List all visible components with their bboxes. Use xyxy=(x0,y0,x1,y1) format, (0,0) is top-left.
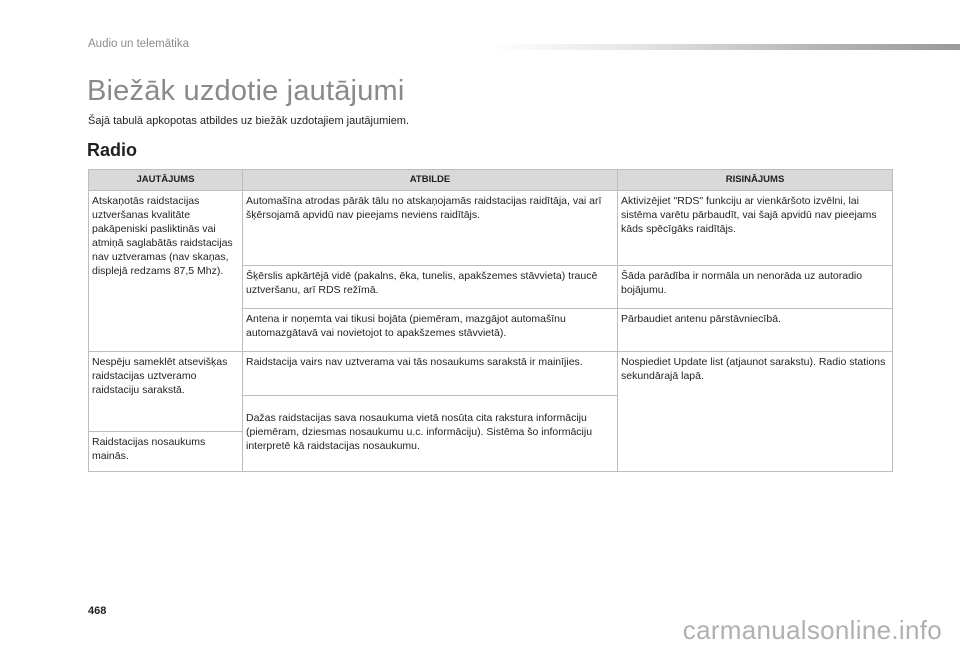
question-cell: Atskaņotās raidstacijas uztveršanas kvalitāte pakāpeniski pasliktinās vai atmiņā saglabātās raidstacijas nav uztveramas (nav skaņas, displejā redzams 87,5 Mhz). xyxy=(89,191,243,352)
answer-cell: Dažas raidstacijas sava nosaukuma vietā nosūta cita rakstura informāciju (piemēram, dziesmas nosaukumu u.c. informāciju). Sistēma šo informāciju interpretē kā raidstacijas nosaukumu. xyxy=(243,396,618,472)
header-section-title: Audio un telemātika xyxy=(88,38,190,50)
answer-cell: Šķērslis apkārtējā vidē (pakalns, ēka, tunelis, apakšzemes stāvvieta) traucē uztveršanu, arī RDS režīmā. xyxy=(243,266,618,309)
column-header-answer: ATBILDE xyxy=(243,170,618,191)
answer-cell: Raidstacija vairs nav uztverama vai tās nosaukums sarakstā ir mainījies. xyxy=(243,352,618,396)
column-header-question: JAUTĀJUMS xyxy=(89,170,243,191)
answer-cell: Automašīna atrodas pārāk tālu no atskaņojamās raidstacijas raidītāja, vai arī šķērsojamā apvidū nav pieejams neviens raidītājs. xyxy=(243,191,618,266)
watermark-text: carmanualsonline.info xyxy=(682,615,942,645)
solution-cell: Šāda parādība ir normāla un nenorāda uz autoradio bojājumu. xyxy=(618,266,893,309)
column-header-solution: RISINĀJUMS xyxy=(618,170,893,191)
solution-cell: Pārbaudiet antenu pārstāvniecībā. xyxy=(618,309,893,352)
section-title-radio: Radio xyxy=(87,140,138,160)
answer-cell: Antena ir noņemta vai tikusi bojāta (piemēram, mazgājot automašīnu automazgātavā vai novietojot to apakšzemes stāvvietā). xyxy=(243,309,618,352)
solution-cell: Nospiediet Update list (atjaunot sarakstu). Radio stations sekundārajā lapā. xyxy=(618,352,893,472)
table-row xyxy=(89,191,893,266)
table-row xyxy=(89,352,893,396)
table-header-row xyxy=(89,170,893,191)
solution-cell: Aktivizējiet "RDS" funkciju ar vienkāršoto izvēlni, lai sistēma varētu pārbaudīt, vai šajā apvidū nav pieejams kāds spēcīgāks raidītājs. xyxy=(618,191,893,266)
question-cell: Raidstacijas nosaukums mainās. xyxy=(89,432,243,472)
faq-table xyxy=(88,169,893,472)
page-title: Biežāk uzdotie jautājumi xyxy=(87,75,405,107)
intro-text: Šajā tabulā apkopotas atbildes uz biežāk uzdotajiem jautājumiem. xyxy=(88,115,410,127)
header-gradient-bar xyxy=(490,44,960,50)
page-number: 468 xyxy=(88,605,107,617)
question-cell: Nespēju sameklēt atsevišķas raidstacijas uztveramo raidstaciju sarakstā. xyxy=(89,352,243,432)
